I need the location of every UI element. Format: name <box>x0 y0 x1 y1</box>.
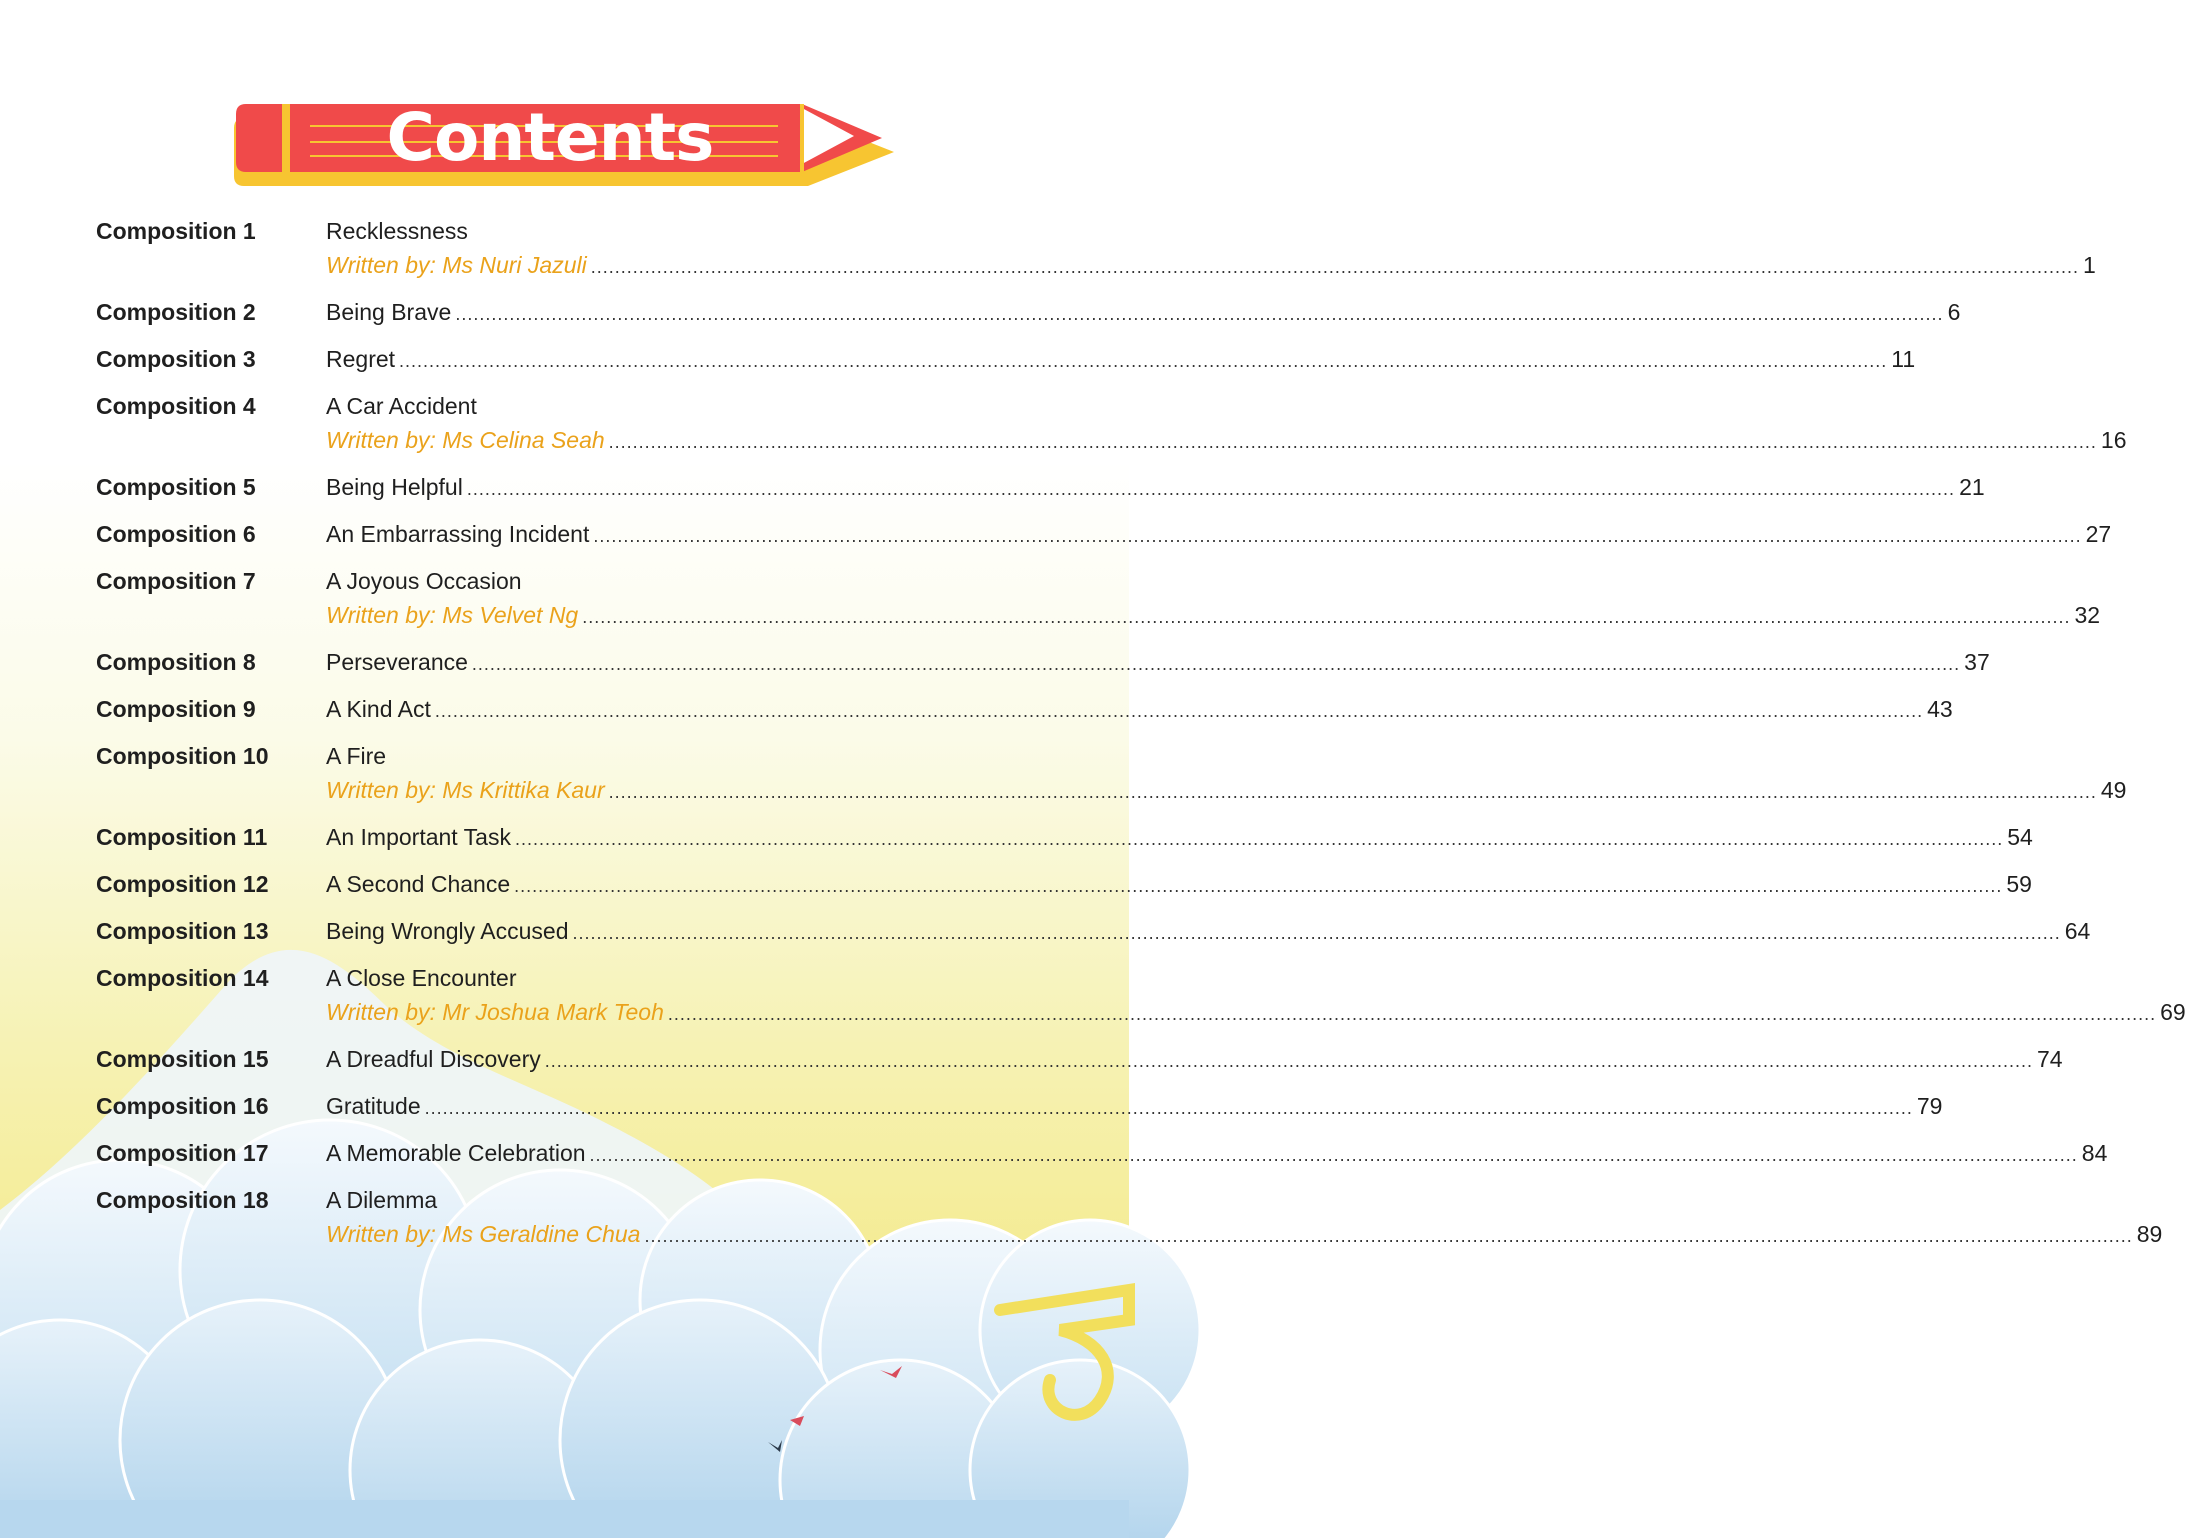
composition-label: Composition 8 <box>96 649 256 675</box>
page-number: 54 <box>2007 824 2033 850</box>
composition-label: Composition 3 <box>96 346 256 372</box>
dot-leader <box>455 295 1943 333</box>
toc-entry[interactable] <box>96 1040 2063 1080</box>
author-credit: Written by: Ms Krittika Kaur <box>326 777 605 803</box>
page-title: Contents <box>386 99 714 176</box>
dot-leader <box>425 1089 1913 1127</box>
page-number: 84 <box>2081 1140 2108 1166</box>
composition-title: A Second Chance <box>326 871 511 897</box>
composition-title: A Memorable Celebration <box>326 1140 586 1166</box>
page-number: 64 <box>2064 918 2091 944</box>
entry-body <box>326 1040 2063 1080</box>
dot-leader <box>609 423 2097 461</box>
toc-entry[interactable] <box>96 1181 2163 1255</box>
dot-leader <box>467 470 1955 508</box>
page-number: 27 <box>2085 521 2112 547</box>
entry-line <box>326 246 2096 286</box>
entry-body <box>326 1181 2162 1255</box>
composition-label: Composition 18 <box>96 1187 269 1213</box>
dot-leader <box>591 248 2079 286</box>
composition-label: Composition 15 <box>96 1046 269 1072</box>
page-number: 59 <box>2006 871 2032 897</box>
composition-title: Gratitude <box>326 1093 421 1119</box>
composition-label: Composition 2 <box>96 299 256 325</box>
entry-body <box>326 737 2126 811</box>
toc-entry[interactable] <box>96 643 1990 683</box>
page-number: 6 <box>1947 299 1961 325</box>
composition-label: Composition 6 <box>96 521 256 547</box>
entry-line <box>326 993 2186 1033</box>
composition-title: An Important Task <box>326 824 511 850</box>
entry-body <box>326 468 1985 508</box>
entry-line <box>326 340 1915 380</box>
entry-body <box>326 959 2186 1033</box>
page-number: 11 <box>1891 346 1916 372</box>
entry-body <box>326 643 1990 683</box>
entry-line <box>326 690 1953 730</box>
toc-entry[interactable] <box>96 959 2186 1033</box>
dot-leader <box>515 820 2003 858</box>
author-credit: Written by: Ms Velvet Ng <box>326 602 579 628</box>
composition-label: Composition 11 <box>96 824 268 850</box>
composition-label: Composition 13 <box>96 918 269 944</box>
entry-line <box>326 421 2127 461</box>
dot-leader <box>668 995 2156 1033</box>
page-number: 1 <box>2082 252 2096 278</box>
dot-leader <box>644 1217 2132 1255</box>
toc-entry[interactable] <box>96 562 2101 636</box>
toc-entry[interactable] <box>96 1134 2108 1174</box>
dot-leader <box>514 867 2002 905</box>
page-number: 69 <box>2160 999 2186 1025</box>
composition-title: A Close Encounter <box>326 965 517 991</box>
page-number: 21 <box>1959 474 1985 500</box>
toc-entry[interactable] <box>96 340 1916 380</box>
entry-line <box>326 737 2126 775</box>
composition-title: A Kind Act <box>326 696 431 722</box>
composition-label: Composition 10 <box>96 743 269 769</box>
entry-body <box>326 212 2096 286</box>
entry-line <box>326 1040 2063 1080</box>
composition-title: A Dreadful Discovery <box>326 1046 541 1072</box>
toc-entry[interactable] <box>96 293 1961 333</box>
composition-title: Being Helpful <box>326 474 463 500</box>
dot-leader <box>582 598 2070 636</box>
author-credit: Written by: Ms Celina Seah <box>326 427 605 453</box>
composition-title: A Car Accident <box>326 393 477 419</box>
entry-line <box>326 818 2033 858</box>
page-number: 79 <box>1916 1093 1943 1119</box>
dot-leader <box>573 914 2061 952</box>
entry-line <box>326 515 2111 555</box>
composition-label: Composition 9 <box>96 696 256 722</box>
page-number: 37 <box>1964 649 1990 675</box>
entry-body <box>326 562 2100 636</box>
entry-line <box>326 912 2090 952</box>
page-number: 49 <box>2100 777 2127 803</box>
dot-leader <box>399 342 1887 380</box>
entry-body <box>326 387 2127 461</box>
composition-title: A Dilemma <box>326 1187 438 1213</box>
dot-leader <box>435 692 1923 730</box>
entry-body <box>326 1087 1942 1127</box>
toc-entry[interactable] <box>96 1087 1943 1127</box>
dot-leader <box>472 645 1960 683</box>
page-number: 43 <box>1927 696 1953 722</box>
entry-body <box>326 293 1960 333</box>
page-number: 32 <box>2074 602 2101 628</box>
author-credit: Written by: Ms Geraldine Chua <box>326 1221 641 1247</box>
composition-title: Perseverance <box>326 649 468 675</box>
toc-entry[interactable] <box>96 468 1985 508</box>
entry-body <box>326 340 1915 380</box>
toc-entry[interactable] <box>96 387 2127 461</box>
entry-line <box>326 1134 2107 1174</box>
entry-line <box>326 293 1960 333</box>
entry-line <box>326 959 2186 997</box>
composition-label: Composition 16 <box>96 1093 269 1119</box>
composition-title: Regret <box>326 346 396 372</box>
composition-label: Composition 7 <box>96 568 256 594</box>
composition-title: Being Wrongly Accused <box>326 918 569 944</box>
dot-leader <box>545 1042 2033 1080</box>
toc-entry[interactable] <box>96 515 2112 555</box>
toc-entry[interactable] <box>96 212 2096 286</box>
toc-entry[interactable] <box>96 737 2127 811</box>
composition-label: Composition 5 <box>96 474 256 500</box>
entry-line <box>326 387 2127 425</box>
entry-line <box>326 771 2126 811</box>
entry-body <box>326 818 2033 858</box>
page-number: 89 <box>2136 1221 2163 1247</box>
author-credit: Written by: Ms Nuri Jazuli <box>326 252 587 278</box>
entry-line <box>326 1181 2162 1219</box>
toc-entry[interactable] <box>96 865 2032 905</box>
entry-line <box>326 865 2032 905</box>
composition-label: Composition 12 <box>96 871 269 897</box>
page-number: 16 <box>2100 427 2127 453</box>
dot-leader <box>609 773 2097 811</box>
entry-line <box>326 562 2100 600</box>
composition-title: An Embarrassing Incident <box>326 521 590 547</box>
toc-entry[interactable] <box>96 690 1953 730</box>
composition-title: A Joyous Occasion <box>326 568 522 594</box>
composition-label: Composition 1 <box>96 218 256 244</box>
dot-leader <box>590 1136 2078 1174</box>
composition-title: Being Brave <box>326 299 452 325</box>
entry-line <box>326 596 2100 636</box>
entry-line <box>326 1215 2162 1255</box>
entry-body <box>326 865 2032 905</box>
table-of-contents <box>96 212 2186 1262</box>
entry-body <box>326 690 1953 730</box>
dot-leader <box>593 517 2081 555</box>
composition-label: Composition 14 <box>96 965 269 991</box>
author-credit: Written by: Mr Joshua Mark Teoh <box>326 999 664 1025</box>
composition-label: Composition 17 <box>96 1140 269 1166</box>
composition-title: A Fire <box>326 743 387 769</box>
composition-title: Recklessness <box>326 218 468 244</box>
entry-line <box>326 643 1990 683</box>
entry-body <box>326 1134 2107 1174</box>
composition-label: Composition 4 <box>96 393 256 419</box>
entry-body <box>326 912 2090 952</box>
page-number: 74 <box>2037 1046 2063 1072</box>
toc-entry[interactable] <box>96 818 2033 858</box>
entry-line <box>326 212 2096 250</box>
toc-entry[interactable] <box>96 912 2091 952</box>
entry-line <box>326 1087 1942 1127</box>
entry-body <box>326 515 2111 555</box>
entry-line <box>326 468 1985 508</box>
